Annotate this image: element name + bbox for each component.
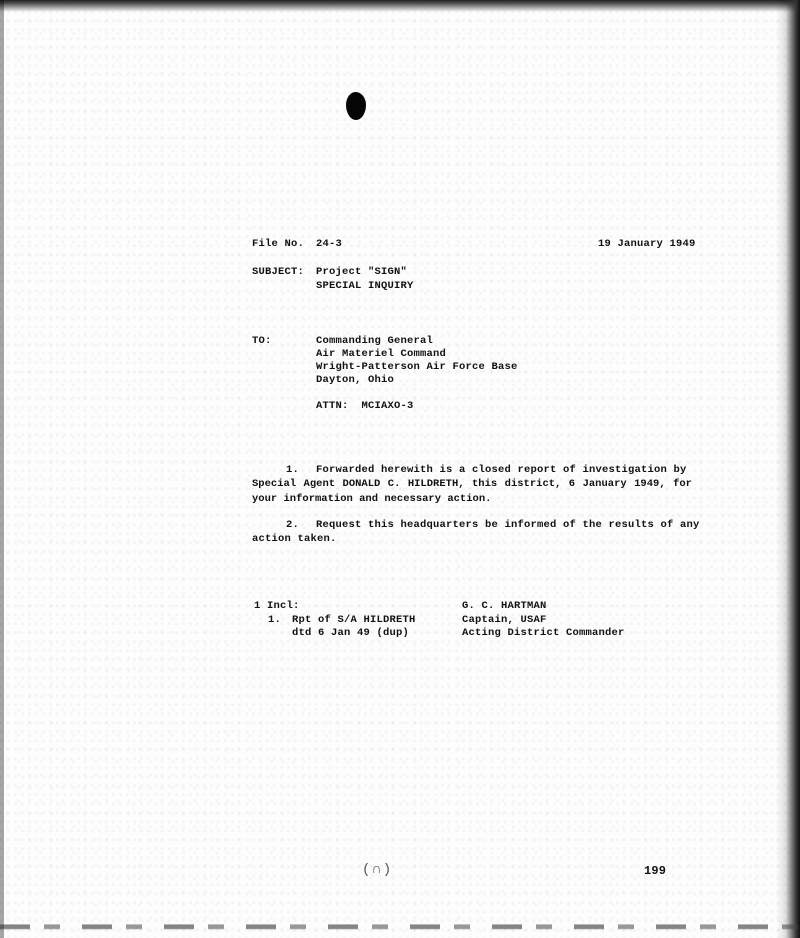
paragraph-2-body: action taken. — [252, 533, 337, 545]
paragraph-1-number: 1. — [286, 464, 300, 476]
page-number: 199 — [644, 864, 667, 878]
to-label: TO: — [252, 335, 272, 347]
attention-line: ATTN: MCIAXO-3 — [316, 400, 414, 412]
enclosure-item-line-2: dtd 6 Jan 49 (dup) — [292, 627, 410, 639]
file-label: File No. — [252, 238, 305, 250]
paragraph-2-lead: Request this headquarters be informed of the results of any — [316, 519, 700, 531]
scan-edge-bottom — [0, 904, 800, 938]
recipient-line: Air Materiel Command — [316, 348, 447, 360]
paragraph-1-body: Special Agent DONALD C. HILDRETH, this district, 6 January 1949, for your information and necessary action. — [252, 478, 692, 505]
subject-line-2: SPECIAL INQUIRY — [316, 280, 414, 292]
enclosure-label: 1 Incl: — [254, 600, 300, 612]
file-number: 24-3 — [316, 238, 343, 250]
subject-line-1: Project "SIGN" — [316, 266, 408, 278]
enclosure-item-line-1: Rpt of S/A HILDRETH — [292, 614, 416, 626]
scan-edge-top — [0, 0, 800, 12]
scan-edge-left — [0, 0, 4, 938]
recipient-line: Dayton, Ohio — [316, 374, 395, 386]
subject-label: SUBJECT: — [252, 266, 305, 278]
document-date: 19 January 1949 — [598, 238, 696, 250]
recipient-line: Commanding General — [316, 335, 434, 347]
punch-hole-mark — [346, 92, 366, 120]
signature-rank: Captain, USAF — [462, 614, 547, 626]
scan-edge-right — [776, 0, 800, 938]
paragraph-1-lead: Forwarded herewith is a closed report of investigation by — [316, 464, 687, 476]
paragraph-2-number: 2. — [286, 519, 300, 531]
fold-mark: (∩) — [362, 862, 394, 878]
enclosure-item-number: 1. — [268, 614, 282, 626]
recipient-line: Wright-Patterson Air Force Base — [316, 361, 518, 373]
signature-name: G. C. HARTMAN — [462, 600, 547, 612]
signature-title: Acting District Commander — [462, 627, 625, 639]
